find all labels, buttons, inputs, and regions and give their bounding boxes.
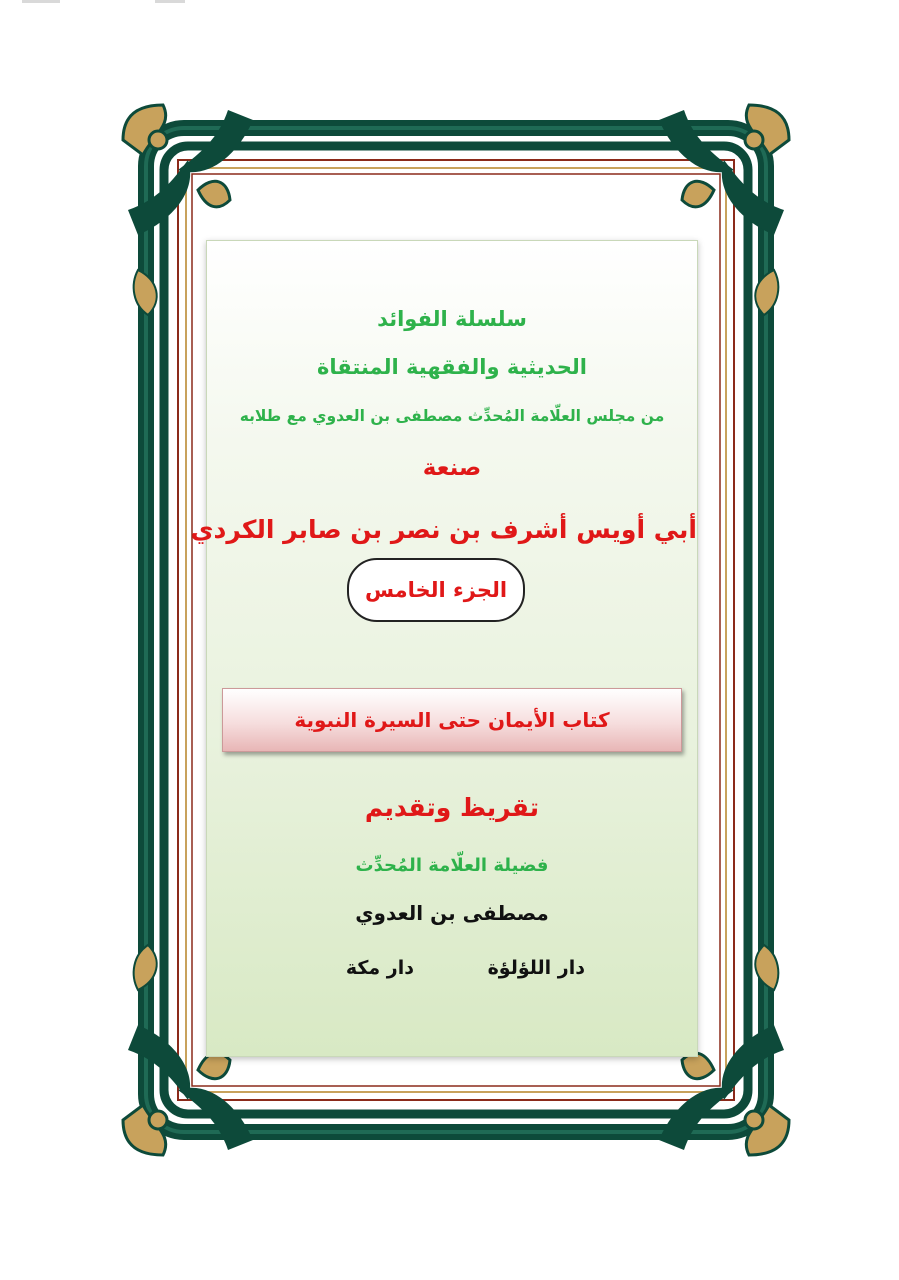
council-line: من مجلس العلّامة المُحدِّث مصطفى بن العدوي مع طلابه [239, 407, 665, 425]
part-badge: الجزء الخامس [347, 558, 525, 622]
top-edge-marks [0, 0, 899, 6]
crafted-by-label: صنعة [422, 455, 482, 481]
virtue-line: فضيلة العلّامة المُحدِّث [355, 855, 549, 876]
author-name: أبي أويس أشرف بن نصر بن صابر الكردي [190, 515, 697, 544]
praise-heading: تقريظ وتقديم [364, 793, 540, 822]
sheikh-name: مصطفى بن العدوي [355, 901, 549, 925]
publishers [207, 957, 697, 987]
series-subtitle: الحديثية والفقهية المنتقاة [317, 355, 587, 379]
publisher-name: دار اللؤلؤة [487, 957, 585, 979]
title-panel [190, 240, 698, 1057]
book-title-box: كتاب الأيمان حتى السيرة النبوية [222, 688, 682, 752]
publisher-name: دار مكة [345, 957, 414, 979]
series-title: سلسلة الفوائد [377, 307, 527, 331]
